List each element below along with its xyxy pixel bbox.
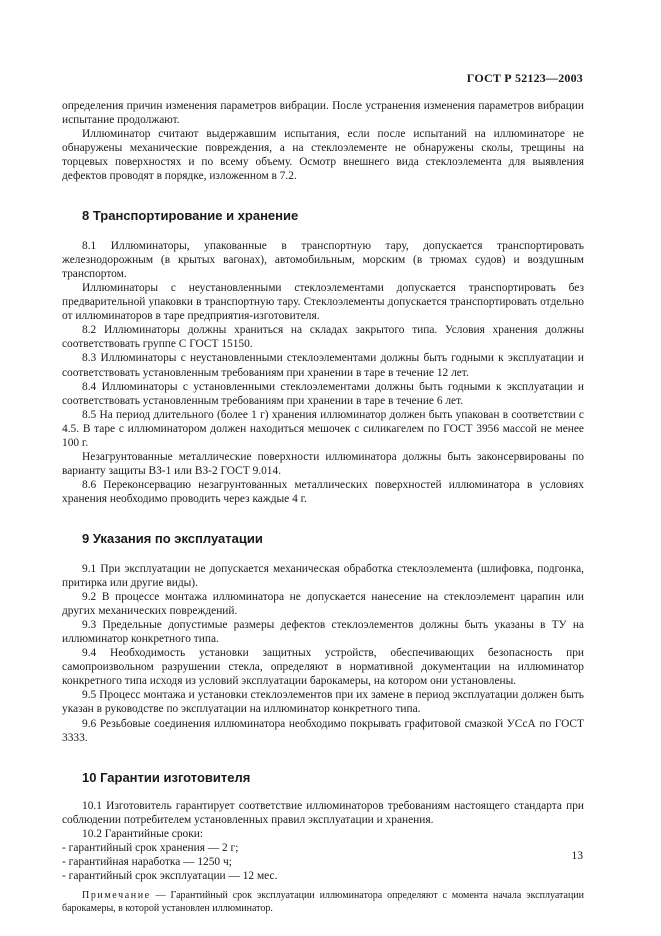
paragraph: 9.4 Необходимость установки защитных устройств, обеспечивающих безопасность при самопроизвольном разрушении стекла, определяют в нормативной документации на иллюминатор конкретного типа исходя из условий эксплуатации барокамеры, на котором они установлены. xyxy=(62,647,584,688)
section-10-heading: 10 Гарантии изготовителя xyxy=(82,769,251,785)
section-9-heading: 9 Указания по эксплуатации xyxy=(82,531,263,547)
note xyxy=(62,889,584,915)
paragraph: 10.1 Изготовитель гарантирует соответствие иллюминаторов требованиям настоящего стандарта при соблюдении потребителем установленных правил эксплуатации и хранения. xyxy=(62,799,584,826)
paragraph: 9.6 Резьбовые соединения иллюминатора необходимо покрывать графитовой смазкой УСсА по ГОСТ 3333. xyxy=(62,717,584,744)
paragraph: 8.5 На период длительного (более 1 г) хранения иллюминатор должен быть упакован в соответствии с 4.5. В таре с иллюминатором должен находиться мешочек с силикагелем по ГОСТ 3956 массой не менее 100 г. xyxy=(62,408,584,449)
paragraph: Иллюминаторы с неустановленными стеклоэлементами допускается транспортировать без предварительной упаковки в транспортную тару. Стеклоэлементы допускается транспортировать отдельно от иллюминаторов в таре предприятия-изготовителя. xyxy=(62,281,584,323)
paragraph: Иллюминатор считают выдержавшим испытания, если после испытаний на иллюминаторе не обнаружены механические повреждения, а на стеклоэлементе не обнаружены сколы, трещины на торцевых поверхностях и по всему объему. Осмотр внешнего вида стеклоэлемента для выявления дефектов проводят в порядке, изложенном в 7.2. xyxy=(62,128,584,183)
document-header: ГОСТ Р 52123—2003 xyxy=(466,71,583,85)
list-item: - гарантийная наработка — 1250 ч; xyxy=(62,856,232,869)
page-number: 13 xyxy=(571,850,583,862)
paragraph: 9.2 В процессе монтажа иллюминатора не допускается нанесение на стеклоэлемент царапин или других механических повреждений. xyxy=(62,590,584,617)
paragraph: 10.2 Гарантийные сроки: xyxy=(82,828,204,841)
paragraph: 8.2 Иллюминаторы должны храниться на складах закрытого типа. Условия хранения должны соответствовать группе С ГОСТ 15150. xyxy=(62,324,584,351)
paragraph: 8.4 Иллюминаторы с установленными стеклоэлементами должны быть годными к эксплуатации и соответствовать установленным требованиям при хранении в таре в течение 6 лет. xyxy=(62,380,584,407)
paragraph: 8.6 Переконсервацию незагрунтованных металлических поверхностей иллюминатора в условиях хранения необходимо проводить через каждые 4 г. xyxy=(62,479,584,506)
paragraph: 9.5 Процесс монтажа и установки стеклоэлементов при их замене в период эксплуатации должен быть указан в руководстве по эксплуатации на иллюминатор конкретного типа. xyxy=(62,689,584,716)
paragraph: определения причин изменения параметров вибрации. После устранения изменения параметров вибрации испытание продолжают. xyxy=(62,100,584,127)
paragraph: Незагрунтованные металлические поверхности иллюминатора должны быть законсервированы по варианту защиты ВЗ-1 или ВЗ-2 ГОСТ 9.014. xyxy=(62,451,584,478)
paragraph: 8.3 Иллюминаторы с неустановленными стеклоэлементами должны быть годными к эксплуатации и соответствовать установленным требованиям при хранении в таре в течение 12 лет. xyxy=(62,352,584,379)
note-label: Примечание xyxy=(82,890,151,902)
page-body xyxy=(62,99,584,925)
paragraph: 8.1 Иллюминаторы, упакованные в транспортную тару, допускается транспортировать железнодорожным (в крытых вагонах), автомобильным, морским (в трюмах судов) и воздушным транспортом. xyxy=(62,239,584,280)
paragraph: 9.3 Предельные допустимые размеры дефектов стеклоэлементов должны быть указаны в ТУ на иллюминатор конкретного типа. xyxy=(62,618,584,645)
section-8-heading: 8 Транспортирование и хранение xyxy=(82,207,299,223)
paragraph: 9.1 При эксплуатации не допускается механическая обработка стеклоэлемента (шлифовка, подгонка, притирка или другие виды). xyxy=(62,562,584,589)
note-text: — Гарантийный срок эксплуатации иллюминатора определяют с момента начала эксплуатации барокамеры, в которой установлен иллюминатор. xyxy=(62,890,584,915)
list-item: - гарантийный срок хранения — 2 г; xyxy=(62,842,239,855)
list-item: - гарантийный срок эксплуатации — 12 мес. xyxy=(62,870,278,883)
